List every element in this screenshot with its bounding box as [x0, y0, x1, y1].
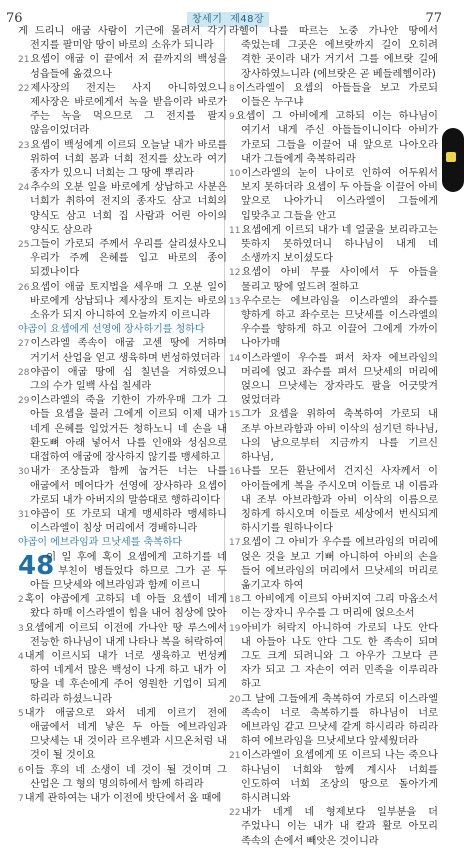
verse [18, 593, 227, 621]
verse-text: 요셉에게 이르되 이전에 가나안 땅 루스에서 전능한 하나님이 내게 나타나 복을 허락하여 [24, 622, 227, 648]
chapter-number: 48 [18, 550, 55, 581]
verse [229, 110, 438, 167]
verse-number: 6 [18, 765, 24, 776]
verse-number: 10 [229, 169, 241, 180]
verse [229, 622, 438, 693]
verse-text: 이스라엘의 죽을 기한이 가까우매 그가 그 아들 요셉을 불러 그에게 이르되 이제 내가 네게 은혜를 입었거든 청하노니 네 손을 내 환도뼈 아래 넣어서 나를 인애와 성심으로 대접하여 애굽에 장사하지 않기를 맹세하고 [30, 395, 227, 464]
verse [18, 650, 227, 707]
verse-number: 11 [229, 225, 241, 236]
verse-number: 23 [18, 140, 30, 151]
verse-number: 30 [18, 467, 30, 478]
verse-number: 29 [18, 396, 30, 407]
book-name: 창세기 [191, 14, 223, 25]
verse-text: 이스라엘이 우수를 펴서 차자 에브라임의 머리에 얹고 좌수를 펴서 므낫세의 머리에 얹으니 므낫세는 장자라도 팔을 어긋맞겨 얹었더라 [241, 352, 438, 407]
verse-text: 내가 조상들과 함께 눕거든 너는 나를 애굽에서 메어다가 선영에 장사하라 요셉이 가로되 내가 아버지의 말씀대로 행하리이다 [30, 466, 227, 506]
verse-text: 혹이 야곱에게 고하되 네 아들 요셉이 네게 왔다 하매 이스라엘이 힘을 내어 침상에 앉아 [24, 594, 227, 620]
verse-text: 그 아비에게 이르되 아버지여 그리 마옵소서 이는 장자니 우수를 그 머리에 얹으소서 [241, 594, 438, 620]
verse [18, 82, 227, 139]
verse-text: 야곱이 또 가로되 내게 맹세하라 맹세하니 이스라엘이 침상 머리에서 경배하니라 [30, 508, 227, 535]
verse [18, 764, 227, 792]
verse-text: 요셉이 그 아비에게 고하되 이는 하나님이 여기서 내게 주신 아들들이니이다 아비가 가로되 그들을 이끌어 내 앞으로 나아오라 내가 그들에게 축복하리라 [235, 111, 438, 165]
left-page-number: 76 [6, 11, 23, 26]
verse [229, 167, 438, 224]
verse-number: 19 [229, 623, 241, 634]
left-column [18, 25, 227, 804]
verse [18, 622, 227, 650]
verse [229, 352, 438, 409]
verse [18, 281, 227, 324]
verse-number: 16 [229, 467, 241, 478]
verse [229, 693, 438, 750]
verse [229, 749, 438, 806]
verse-number: 21 [229, 751, 241, 762]
verse-text: 그들이 가로되 주께서 우리를 살리셨사오니 우리가 주께 은혜를 입고 바로의 종이 되겠나이다 [30, 239, 227, 279]
verse [18, 337, 227, 365]
right-page-number: 77 [425, 11, 442, 26]
verse-text: 이스라엘 족속이 애굽 고센 땅에 거하며 거기서 산업을 얻고 생육하며 번성하였더라 [30, 338, 227, 364]
verse-text: 이스라엘이 요셉에게 또 이르되 나는 죽으나 하나님이 너희와 함께 계시사 너희를 인도하여 너희 조상의 땅으로 돌아가게 하시려니와 [241, 750, 438, 804]
verse [18, 139, 227, 182]
verse-text: 내가 애굽으로 와서 네게 이르기 전에 애굽에서 네게 낳은 두 아들 에브라임과 므낫세는 내 것이라 르우벤과 시므온처럼 내 것이 될 것이요 [24, 707, 227, 762]
verse-text: 요셉이 애굽 이 끝에서 저 끝까지의 백성을 성읍들에 옮겼으나 [30, 54, 227, 80]
verse-number: 3 [18, 623, 24, 634]
verse [18, 707, 227, 764]
right-column [229, 25, 438, 847]
verse [229, 82, 438, 110]
verse-number: 14 [229, 353, 241, 364]
verse [18, 394, 227, 465]
verse [229, 465, 438, 536]
verse-text: 라헬이 나를 따르는 노중 가나안 땅에서 죽었는데 그곳은 에브랏까지 길이 오히려 격한 곳이라 내가 거기서 그를 에브랏 길에 장사하였느니라 (에브랏은 곧 베들레헴이라) [229, 26, 438, 80]
section-heading-2: 야곱이 에브라임과 므낫세를 축복하다 [18, 537, 183, 549]
verse-number: 12 [229, 268, 241, 279]
verse [229, 536, 438, 593]
verse [18, 465, 227, 508]
verse [229, 593, 438, 621]
chapter-label: 제48장 [230, 14, 265, 25]
verse-number: 17 [229, 538, 241, 549]
verse-text: 요셉이 애굽 토지법을 세우매 그 오분 일이 바로에게 상납되나 제사장의 토지는 바로의 소유가 되지 아니하여 오늘까지 이르니라 [30, 281, 227, 322]
verse-number: 4 [18, 651, 24, 662]
verse-text: 그 날에 그들에게 축복하여 가로되 이스라엘 족속이 너로 축복하기를 하나님이 너로 에브라임 같고 므낫세 같게 하시리라 하리라 하여 에브라임을 므낫세보다 앞세웠더라 [241, 693, 438, 748]
verse-text: 요셉이 백성에게 이르되 오늘날 내가 바로를 위하여 너희 몸과 너희 전지를 샀노라 여기 종자가 있으니 너희는 그 땅에 뿌리라 [30, 139, 227, 180]
verse-text: 요셉이 그 아비가 우수를 에브라임의 머리에 얹은 것을 보고 기뻐 아니하여 아비의 손을 들어 에브라임의 머리에서 므낫세의 머리로 옮기고자 하여 [241, 537, 438, 591]
verse-text: 우수로는 에브라임을 이스라엘의 좌수를 향하게 하고 좌수로는 므낫세를 이스라엘의 우수를 향하게 하고 이끌어 그에게 가까이 나아가매 [241, 295, 438, 350]
verse-number: 27 [18, 339, 30, 350]
verse [18, 366, 227, 394]
verse-number: 25 [18, 240, 30, 251]
verse-text: 이들 후의 네 소생이 네 것이 될 것이며 그 산업은 그 형의 명의하에서 함께 하리라 [24, 764, 227, 790]
verse-number: 18 [229, 595, 241, 606]
verse-text: 요셉이 아비 무릎 사이에서 두 아들을 물리고 땅에 엎드려 절하고 [241, 267, 438, 293]
verse-number: 2 [18, 595, 24, 606]
verse-number: 8 [229, 83, 235, 94]
verse-text: 야곱이 애굽 땅에 십 칠년을 거하였으니 그의 수가 일백 사십 칠세라 [30, 366, 227, 393]
verse-text: 추수의 오분 일을 바로에게 상납하고 사분은 너희가 취하여 전지의 종자도 삼고 너희의 양식도 삼고 너희 집 사람과 어린 아이의 양식도 삼으라 [30, 182, 227, 236]
verse-text: 그가 요셉을 위하여 축복하여 가로되 내 조부 아브라함과 아비 이삭의 섬기던 하나님, 나의 남으로부터 지금까지 나를 기르신 하나님, [241, 409, 438, 464]
verse-text: 내게 관하여는 내가 이전에 밧단에서 올 때에 [24, 792, 222, 804]
verse-number: 9 [229, 112, 235, 123]
verse [229, 25, 438, 82]
verse [18, 792, 227, 806]
verse [229, 266, 438, 294]
verse-text: 나를 모든 환난에서 건지신 사자께서 이 아이들에게 복을 주시오며 이들로 내 이름과 내 조부 아브라함과 아비 이삭의 이름으로 칭하게 하시오며 이들로 세상에서 번식되게 하시기를 원하나이다 [241, 466, 438, 535]
verse [229, 295, 438, 352]
section-heading-1: 야곱이 요셉에게 선영에 장사하기를 청하다 [18, 324, 205, 336]
verse-number: 24 [18, 183, 30, 194]
verse-number: 21 [18, 55, 30, 66]
verse-text: 이 일 후에 혹이 요셉에게 고하기를 네 부친이 병들었다 하므로 그가 곧 두 아들 므낫세와 에브라임과 함께 이르니 [30, 551, 227, 591]
verse-text: 이스라엘이 요셉의 아들들을 보고 가로되 이들은 누구냐 [235, 82, 438, 109]
verse-number: 28 [18, 367, 30, 378]
verse-text: 아비가 허락지 아니하여 가로되 나도 안다 내 아들아 나도 안다 그도 한 족속이 되며 그도 크게 되려니와 그 아우가 그보다 큰 자가 되고 그 자손이 여러 민족을 이루리라 하고 [241, 622, 438, 691]
verse-text: 요셉에게 이르되 내가 네 얼굴을 보리라고는 뜻하지 못하였더니 하나님이 내게 네 소생까지 보이셨도다 [241, 224, 438, 265]
verse-text: 내게 이르시되 내가 너로 생육하고 번성케 하여 네게서 많은 백성이 나게 하고 내가 이 땅을 네 후손에게 주어 영원한 기업이 되게 하리라 하셨느니라 [24, 650, 227, 705]
thumb-index-tab [442, 128, 464, 192]
verse [18, 238, 227, 281]
verse-text: 제사장의 전지는 사지 아니하였으니 제사장은 바로에게서 녹을 받음이라 바로가 주는 녹을 먹으므로 그 전지를 팔지 않음이었더라 [30, 82, 227, 137]
verse-number: 7 [18, 793, 24, 804]
verse-text: 이스라엘의 눈이 나이로 인하여 어두워서 보지 못하더라 요셉이 두 아들을 이끌어 아비 앞으로 나아가니 이스라엘이 그들에게 입맞추고 그들을 안고 [241, 168, 438, 222]
verse-text: 게 드리니 애굽 사람이 기근에 몰려서 각기 전지를 팔미암 땅이 바로의 소유가 되니라 [18, 26, 227, 52]
verse-number: 31 [18, 509, 30, 520]
verse-number: 13 [229, 296, 241, 307]
verse [229, 224, 438, 267]
verse-number: 22 [229, 808, 241, 819]
verse [18, 508, 227, 536]
verse-number: 20 [229, 694, 241, 705]
verse-number: 5 [18, 708, 24, 719]
verse-number: 15 [229, 410, 241, 421]
verse [18, 25, 227, 53]
verse-number: 26 [18, 282, 30, 293]
verse [229, 408, 438, 465]
verse [18, 53, 227, 81]
verse [18, 181, 227, 238]
verse-text: 내가 네게 네 형제보다 일부분을 더 주었나니 이는 내가 내 칼과 활로 아모리 족속의 손에서 빼앗은 것이니라 [241, 807, 438, 847]
verse-number: 22 [18, 83, 30, 94]
verse [229, 806, 438, 849]
